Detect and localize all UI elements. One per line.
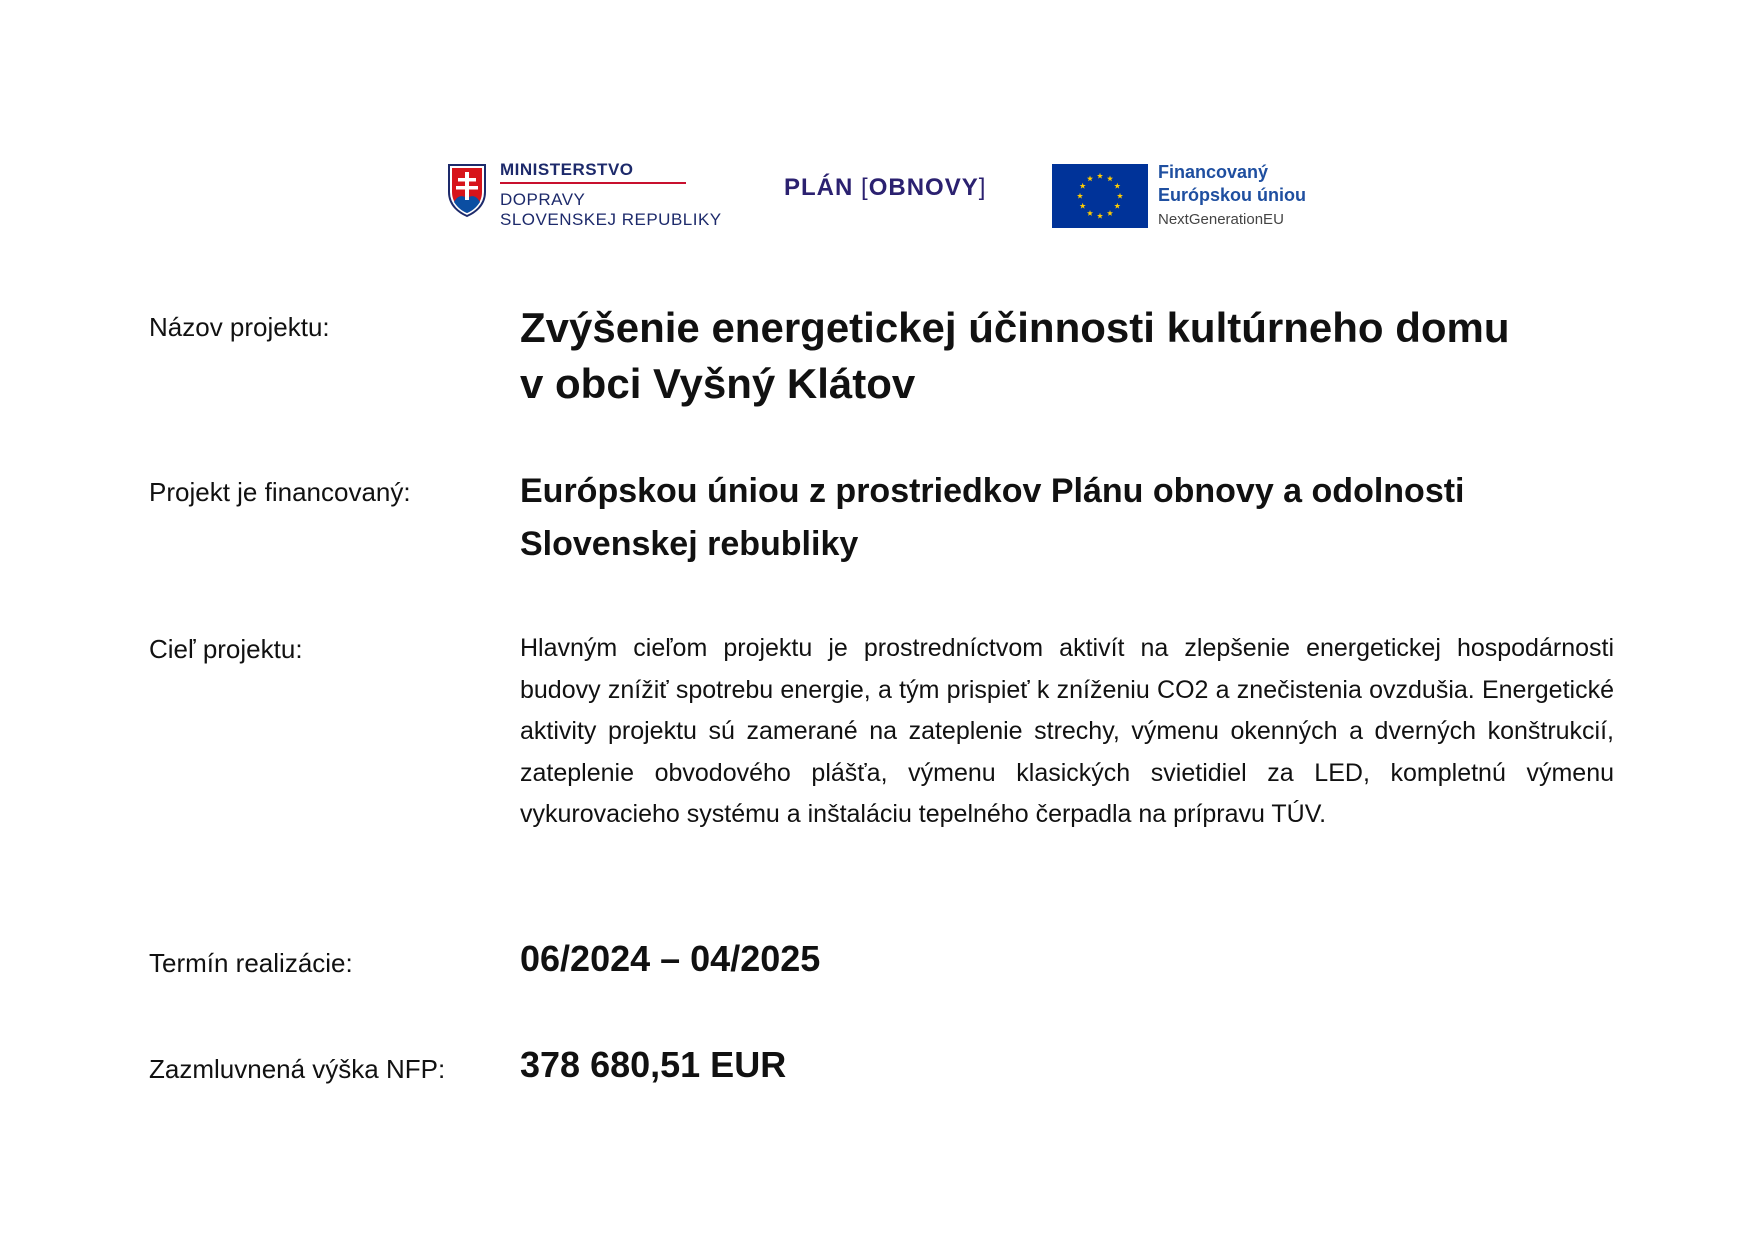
- financed-line1: Európskou úniou z prostriedkov Plánu obnovy a odolnosti: [520, 472, 1465, 510]
- eu-flag-icon: [1052, 164, 1148, 228]
- logo-bar: [0, 160, 1755, 240]
- amount-value: 378 680,51 EUR: [520, 1044, 787, 1085]
- eu-line3: NextGenerationEU: [1158, 211, 1284, 228]
- slovak-coat-of-arms-icon: [446, 162, 488, 218]
- ministry-rule: [500, 182, 686, 184]
- eu-funding-logo: [1052, 162, 1352, 232]
- plan-right-text: OBNOVY: [868, 174, 979, 201]
- financed-label: Projekt je financovaný:: [149, 477, 411, 507]
- project-name-line2: v obci Vyšný Klátov: [520, 360, 916, 407]
- ministry-line3: SLOVENSKEJ REPUBLIKY: [500, 210, 722, 229]
- goal-label: Cieľ projektu:: [149, 634, 303, 664]
- amount-label: Zazmluvnená výška NFP:: [149, 1054, 446, 1084]
- plan-obnovy-logo: [784, 174, 994, 214]
- project-name-label: Názov projektu:: [149, 312, 330, 342]
- ministry-logo: [446, 160, 726, 236]
- term-value: 06/2024 – 04/2025: [520, 938, 821, 979]
- financed-line2: Slovenskej rebubliky: [520, 525, 859, 563]
- plan-left-text: PLÁN: [784, 174, 854, 201]
- term-label: Termín realizácie:: [149, 948, 353, 978]
- bracket-right-icon: ]: [978, 174, 987, 201]
- ministry-line2: DOPRAVY: [500, 190, 586, 209]
- bracket-left-icon: [: [861, 174, 869, 201]
- eu-line2: Európskou úniou: [1158, 185, 1306, 205]
- ministry-line1: MINISTERSTVO: [500, 160, 634, 179]
- financed-value: [520, 465, 1614, 571]
- project-name-line1: Zvýšenie energetickej účinnosti kultúrneho domu: [520, 304, 1510, 351]
- eu-line1: Financovaný: [1158, 162, 1269, 182]
- project-name-value: [520, 300, 1614, 412]
- goal-text: Hlavným cieľom projektu je prostredníctvom aktivít na zlepšenie energetickej hospodárnosti budovy znížiť spotrebu energie, a tým prispieť k zníženiu CO2 a znečistenia ovzdušia. Energetické aktivity projektu sú zamerané na zateplenie strechy, výmenu okenných a dverných konštrukcií, zateplenie obvodového plášťa, výmenu klasických svietidiel za LED, kompletnú výmenu vykurovacieho systému a inštaláciu tepelného čerpadla na prípravu TÚV.: [520, 634, 1614, 828]
